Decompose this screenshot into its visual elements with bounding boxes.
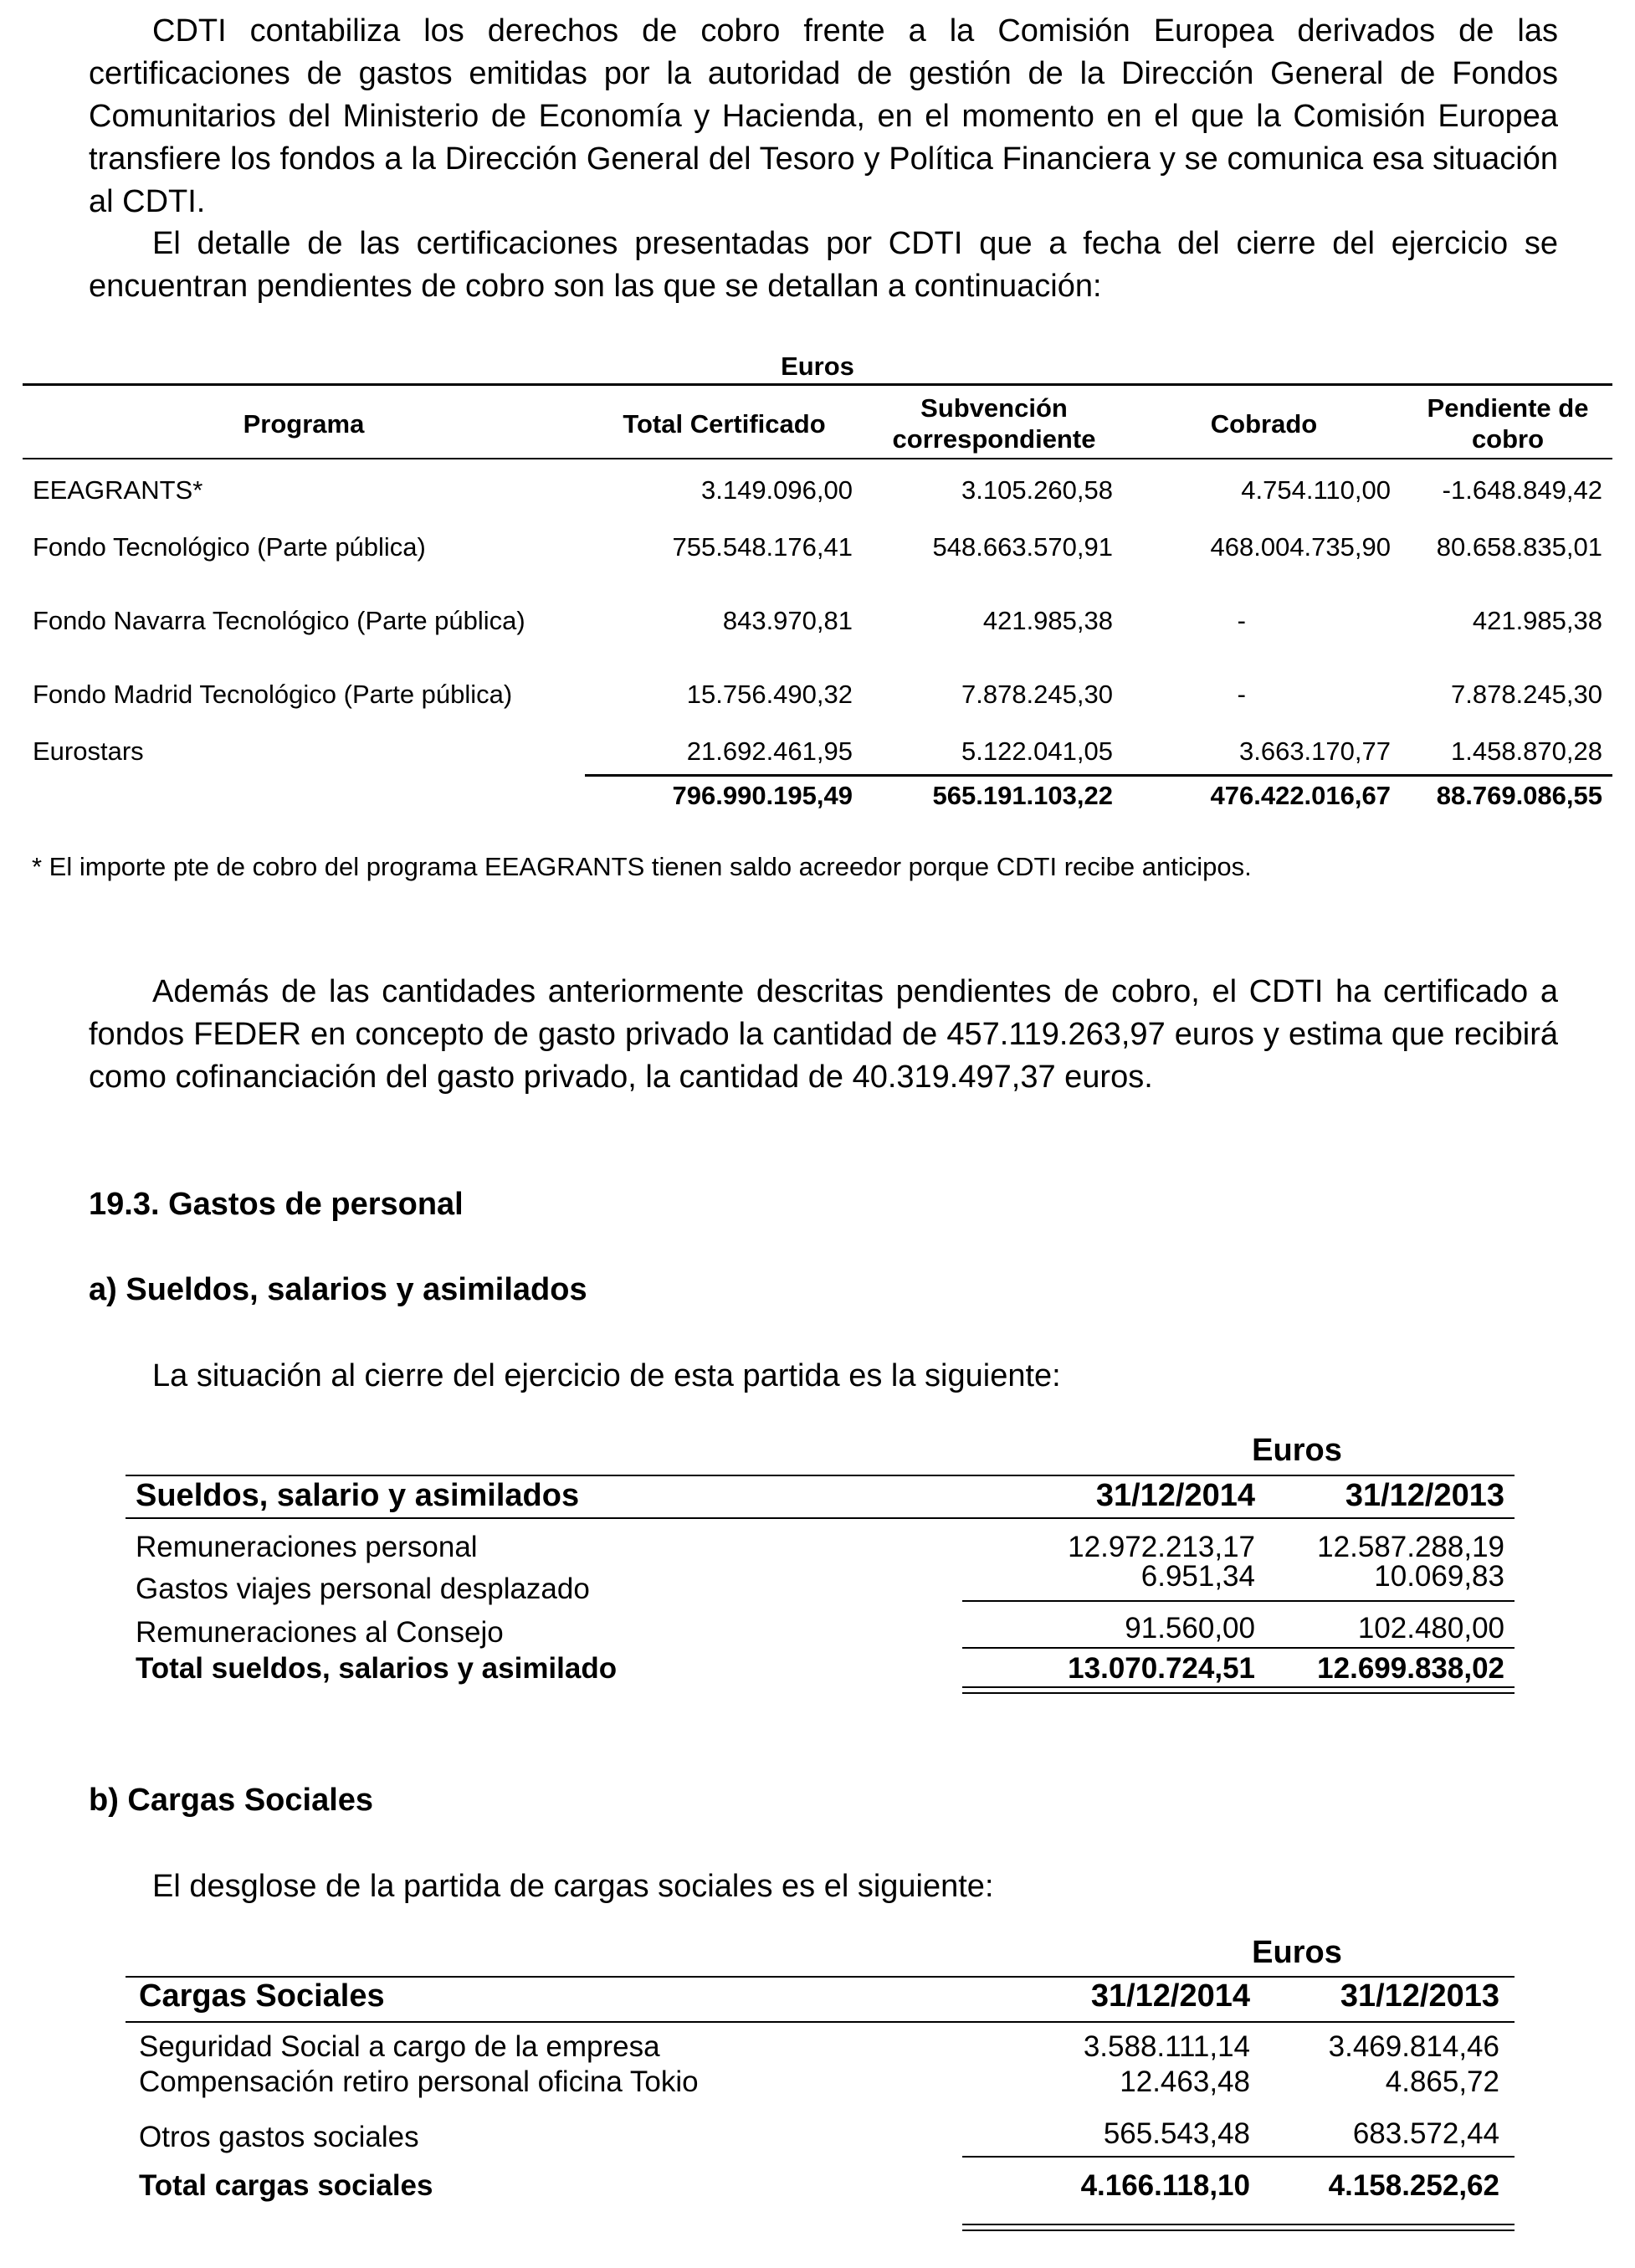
cargas-sociales-table bbox=[126, 1935, 1515, 2236]
subvencion-cell: 565.191.103,22 bbox=[932, 781, 1113, 810]
double-rule bbox=[962, 1686, 1515, 1694]
header-cobrado: Cobrado bbox=[1210, 408, 1318, 439]
subvencion-cell: 5.122.041,05 bbox=[961, 736, 1113, 766]
value-2014: 565.543,48 bbox=[1103, 2117, 1250, 2150]
total-2013: 4.158.252,62 bbox=[1328, 2169, 1499, 2202]
programa-cell: Eurostars bbox=[33, 736, 144, 766]
total-2014: 4.166.118,10 bbox=[1080, 2169, 1250, 2202]
pendiente-cell: 7.878.245,30 bbox=[1450, 680, 1602, 709]
paragraph-detalle-certificaciones: El detalle de las certificaciones presentadas por CDTI que a fecha del cierre del ejercicio se encuentran pendientes de cobro son las que se detallan a continuación: bbox=[89, 226, 1558, 304]
total-2013: 12.699.838,02 bbox=[1317, 1652, 1504, 1685]
table-rule bbox=[126, 1517, 1515, 1519]
total-2014: 13.070.724,51 bbox=[1068, 1652, 1255, 1685]
total-cell: 21.692.461,95 bbox=[686, 736, 853, 766]
cobrado-cell: 476.422.016,67 bbox=[1210, 781, 1391, 810]
subtotal-rule bbox=[962, 2156, 1515, 2158]
certificaciones-table bbox=[23, 351, 1612, 820]
programa-cell: Fondo Madrid Tecnológico (Parte pública) bbox=[33, 680, 513, 709]
total-cell: 3.149.096,00 bbox=[700, 475, 853, 505]
total-cell: 15.756.490,32 bbox=[686, 680, 853, 709]
subsection-a-intro: La situación al cierre del ejercicio de esta partida es la siguiente: bbox=[152, 1358, 1061, 1393]
table-row bbox=[23, 532, 1612, 566]
table-row bbox=[23, 680, 1612, 713]
table-rule bbox=[126, 1475, 1515, 1476]
table-rule bbox=[126, 2021, 1515, 2023]
table-row bbox=[23, 606, 1612, 639]
row-label: Seguridad Social a cargo de la empresa bbox=[139, 2030, 660, 2063]
subtotal-rule bbox=[962, 1647, 1515, 1649]
value-2013: 683.572,44 bbox=[1352, 2117, 1499, 2150]
table-rule bbox=[126, 1976, 1515, 1978]
header-programa: Programa bbox=[243, 408, 365, 439]
pendiente-cell: 88.769.086,55 bbox=[1436, 781, 1602, 810]
value-2014: 12.972.213,17 bbox=[1068, 1531, 1255, 1563]
value-2014: 91.560,00 bbox=[1125, 1612, 1255, 1645]
header-label: Cargas Sociales bbox=[139, 1978, 385, 2014]
total-label: Total cargas sociales bbox=[139, 2169, 433, 2202]
pendiente-cell: 80.658.835,01 bbox=[1436, 532, 1602, 562]
header-2013: 31/12/2013 bbox=[1345, 1478, 1504, 1513]
header-2014: 31/12/2014 bbox=[1090, 1978, 1250, 2014]
total-row bbox=[23, 781, 1612, 814]
subvencion-cell: 421.985,38 bbox=[982, 606, 1113, 635]
programa-cell: Fondo Tecnológico (Parte pública) bbox=[33, 532, 426, 562]
paragraph-feder: Además de las cantidades anteriormente descritas pendientes de cobro, el CDTI ha certificado a fondos FEDER en concepto de gasto privado la cantidad de 457.119.263,97 euros y estima que recibirá como cofinanciación del gasto privado, la cantidad de 40.319.497,37 euros. bbox=[89, 974, 1558, 1095]
double-rule bbox=[962, 2224, 1515, 2231]
paragraph-derechos-cobro: CDTI contabiliza los derechos de cobro frente a la Comisión Europea derivados de las certificaciones de gastos emitidas por la autoridad de gestión de la Dirección General de Fondos Comunitarios del Ministerio de Economía y Hacienda, en el momento en el que la Comisión Europea transfiere los fondos a la Dirección General del Tesoro y Política Financiera y se comunica esa situación al CDTI. bbox=[89, 13, 1558, 219]
programa-cell: Fondo Navarra Tecnológico (Parte pública) bbox=[33, 606, 525, 635]
value-2014: 3.588.111,14 bbox=[1083, 2030, 1250, 2063]
total-cell: 796.990.195,49 bbox=[672, 781, 853, 810]
euros-label: Euros bbox=[781, 351, 854, 381]
value-2014: 6.951,34 bbox=[1140, 1560, 1255, 1593]
value-2013: 102.480,00 bbox=[1357, 1612, 1504, 1645]
table-row bbox=[23, 475, 1612, 509]
pendiente-cell: -1.648.849,42 bbox=[1442, 475, 1602, 505]
cobrado-cell: 3.663.170,77 bbox=[1238, 736, 1391, 766]
value-2013: 4.865,72 bbox=[1385, 2065, 1499, 2098]
section-title: 19.3. Gastos de personal bbox=[89, 1187, 464, 1222]
cobrado-cell: - bbox=[1237, 680, 1246, 709]
header-2014: 31/12/2014 bbox=[1095, 1478, 1255, 1513]
subsection-b-intro: El desglose de la partida de cargas sociales es el siguiente: bbox=[152, 1869, 994, 1904]
header-subvencion: Subvención correspondiente bbox=[892, 393, 1096, 454]
cobrado-cell: 468.004.735,90 bbox=[1210, 532, 1391, 562]
row-label: Otros gastos sociales bbox=[139, 2121, 419, 2153]
header-label: Sueldos, salario y asimilados bbox=[136, 1478, 580, 1513]
euros-label: Euros bbox=[1252, 1935, 1342, 1970]
cobrado-cell: - bbox=[1237, 606, 1246, 635]
header-total-certificado: Total Certificado bbox=[623, 408, 826, 439]
total-cell: 843.970,81 bbox=[722, 606, 853, 635]
subtotal-rule bbox=[962, 1600, 1515, 1602]
row-label: Remuneraciones personal bbox=[136, 1531, 478, 1563]
header-2013: 31/12/2013 bbox=[1340, 1978, 1499, 2014]
table-rule bbox=[23, 383, 1612, 386]
pendiente-cell: 421.985,38 bbox=[1472, 606, 1602, 635]
euros-label: Euros bbox=[1252, 1433, 1342, 1468]
row-label: Remuneraciones al Consejo bbox=[136, 1616, 504, 1649]
total-label: Total sueldos, salarios y asimilado bbox=[136, 1652, 618, 1685]
footnote: * El importe pte de cobro del programa EEAGRANTS tienen saldo acreedor porque CDTI recibe anticipos. bbox=[32, 852, 1252, 881]
programa-cell: EEAGRANTS* bbox=[33, 475, 203, 505]
value-2013: 10.069,83 bbox=[1374, 1560, 1504, 1593]
subvencion-cell: 3.105.260,58 bbox=[961, 475, 1113, 505]
header-pendiente: Pendiente de cobro bbox=[1427, 393, 1589, 454]
total-cell: 755.548.176,41 bbox=[672, 532, 853, 562]
cobrado-cell: 4.754.110,00 bbox=[1241, 475, 1391, 505]
table-row bbox=[23, 736, 1612, 770]
pendiente-cell: 1.458.870,28 bbox=[1450, 736, 1602, 766]
subvencion-cell: 548.663.570,91 bbox=[932, 532, 1113, 562]
subvencion-cell: 7.878.245,30 bbox=[961, 680, 1113, 709]
subsection-a-title: a) Sueldos, salarios y asimilados bbox=[89, 1272, 587, 1307]
row-label: Gastos viajes personal desplazado bbox=[136, 1573, 590, 1605]
value-2013: 3.469.814,46 bbox=[1328, 2030, 1499, 2063]
total-rule bbox=[585, 774, 1612, 777]
table-rule bbox=[23, 458, 1612, 459]
sueldos-table bbox=[126, 1433, 1515, 1692]
subsection-b-title: b) Cargas Sociales bbox=[89, 1783, 374, 1818]
row-label: Compensación retiro personal oficina Tokio bbox=[139, 2065, 699, 2098]
value-2013: 12.587.288,19 bbox=[1317, 1531, 1504, 1563]
value-2014: 12.463,48 bbox=[1120, 2065, 1250, 2098]
